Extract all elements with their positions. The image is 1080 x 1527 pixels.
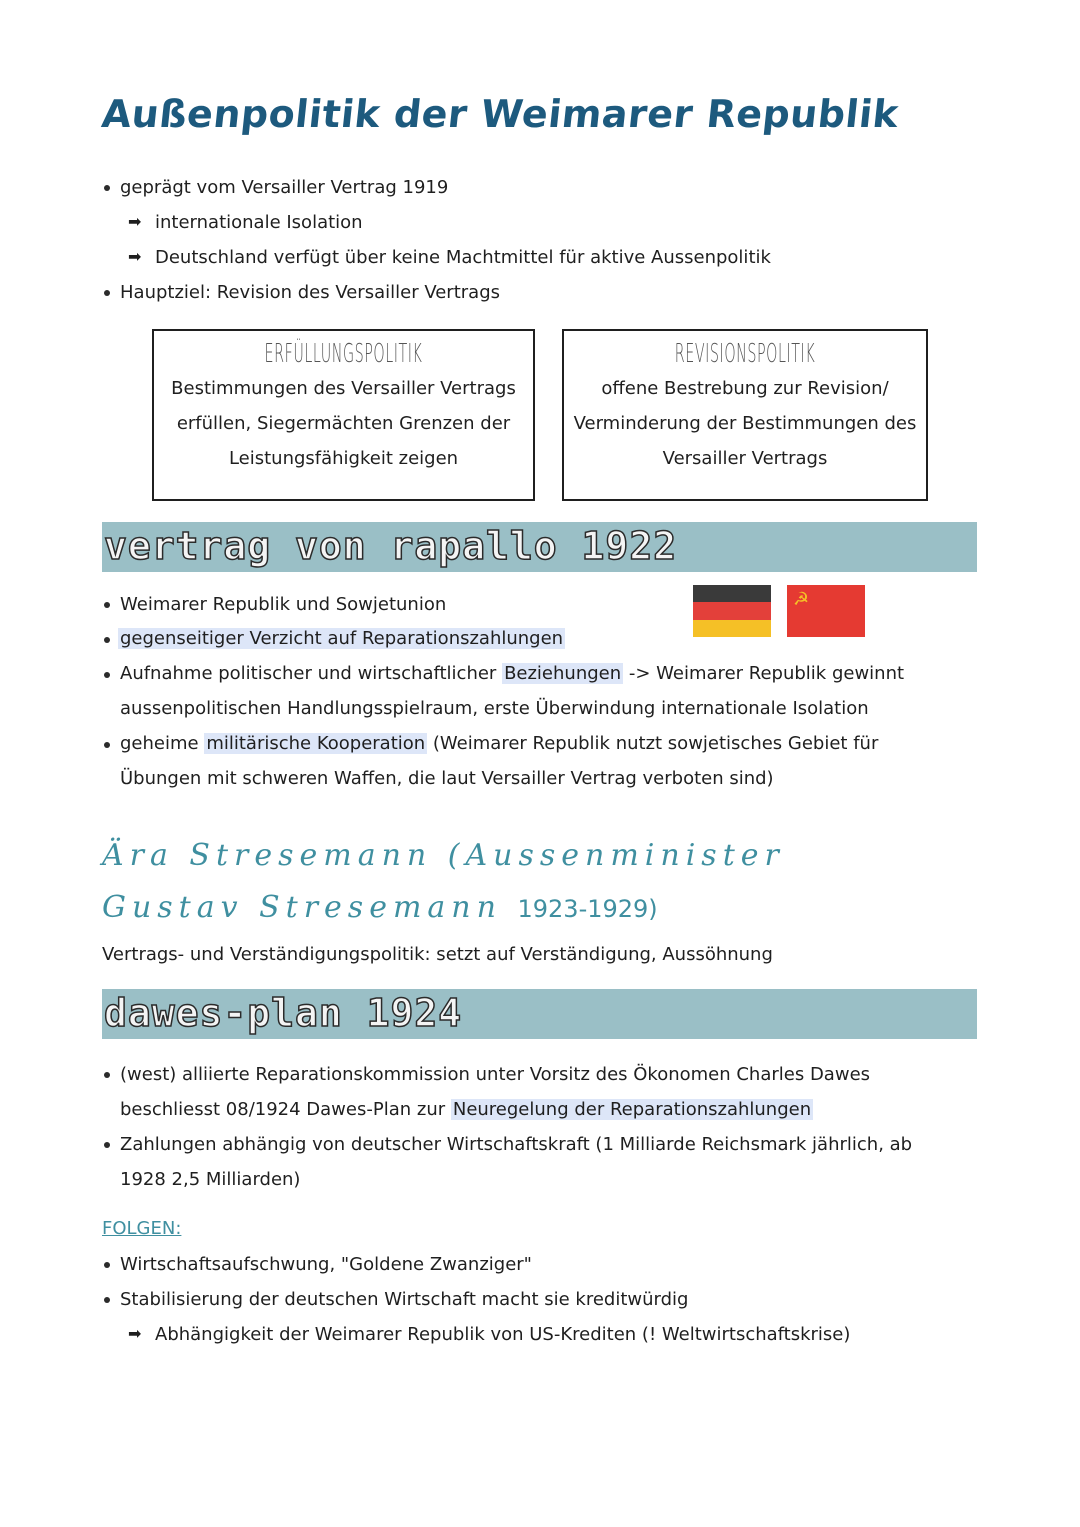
highlighted-text: gegenseitiger Verzicht auf Reparationszahlungen <box>120 628 564 649</box>
folgen-bullet-2: Stabilisierung der deutschen Wirtschaft macht sie kreditwürdig <box>120 1289 689 1310</box>
box-line: Verminderung der Bestimmungen des <box>573 413 917 434</box>
rapallo-bullet-1: Weimarer Republik und Sowjetunion <box>120 594 447 615</box>
box-line: Leistungsfähigkeit zeigen <box>228 448 459 469</box>
box-heading: REVISIONSPOLITIK <box>674 339 816 369</box>
rapallo-bullet-4: geheime militärische Kooperation (Weimarer Republik nutzt sowjetisches Gebiet für <box>120 733 879 754</box>
rapallo-bullet-4-cont: Übungen mit schweren Waffen, die laut Versailler Vertrag verboten sind) <box>120 768 774 789</box>
stresemann-heading-line2: Gustav Stresemann 1923-1929) <box>102 890 658 925</box>
rapallo-bullet-3-cont: aussenpolitischen Handlungsspielraum, erste Überwindung internationale Isolation <box>120 698 869 719</box>
intro-arrow-1: internationale Isolation <box>155 212 363 233</box>
box-line: erfüllen, Siegermächten Grenzen der <box>176 413 511 434</box>
section-banner-dawes <box>102 989 977 1039</box>
bullet-dot <box>104 290 110 296</box>
rapallo-bullet-2 <box>118 627 565 651</box>
intro-bullet-2: Hauptziel: Revision des Versailler Vertrags <box>120 282 500 303</box>
bullet-dot <box>104 1142 110 1148</box>
stresemann-description: Vertrags- und Verständigungspolitik: setzt auf Verständigung, Aussöhnung <box>102 944 773 965</box>
folgen-arrow-1: Abhängigkeit der Weimarer Republik von US-Krediten (! Weltwirtschaftskrise) <box>155 1324 851 1345</box>
dawes-bullet-1-cont: beschliesst 08/1924 Dawes-Plan zur Neuregelung der Reparationszahlungen <box>120 1099 812 1120</box>
highlighted-text: Neuregelung der Reparationszahlungen <box>452 1099 812 1120</box>
bullet-dot <box>104 602 110 608</box>
page-title: Außenpolitik der Weimarer Republik <box>99 92 901 136</box>
bullet-dot <box>104 742 110 748</box>
folgen-label: FOLGEN: <box>102 1218 182 1239</box>
dawes-bullet-1: (west) alliierte Reparationskommission unter Vorsitz des Ökonomen Charles Dawes <box>120 1064 871 1085</box>
bullet-dot <box>104 1072 110 1078</box>
bullet-dot <box>104 185 110 191</box>
arrow-right-icon: ➡ <box>128 212 142 231</box>
bullet-dot <box>104 672 110 678</box>
box-erfuellungspolitik <box>152 329 535 501</box>
section-heading: vertrag von rapallo 1922 <box>104 524 678 568</box>
intro-arrow-2: Deutschland verfügt über keine Machtmittel für aktive Aussenpolitik <box>155 247 771 268</box>
box-revisionspolitik <box>562 329 928 501</box>
bullet-dot <box>104 1262 110 1268</box>
arrow-right-icon: ➡ <box>128 1324 142 1343</box>
box-line: offene Bestrebung zur Revision/ <box>601 378 889 399</box>
dawes-bullet-2-cont: 1928 2,5 Milliarden) <box>120 1169 301 1190</box>
rapallo-bullet-3: Aufnahme politischer und wirtschaftlicher Beziehungen -> Weimarer Republik gewinnt <box>120 663 905 684</box>
dawes-bullet-2: Zahlungen abhängig von deutscher Wirtschaftskraft (1 Milliarde Reichsmark jährlich, ab <box>120 1134 913 1155</box>
stresemann-heading-line1: Ära Stresemann (Aussenminister <box>102 838 785 873</box>
soviet-flag-icon: ☭ <box>787 585 865 637</box>
box-line: Bestimmungen des Versailler Vertrags <box>171 378 516 399</box>
intro-bullet-1: geprägt vom Versailler Vertrag 1919 <box>120 177 449 198</box>
german-flag-icon <box>693 585 771 637</box>
highlighted-text: Beziehungen <box>504 663 622 684</box>
folgen-bullet-1: Wirtschaftsaufschwung, "Goldene Zwanziger" <box>120 1254 532 1275</box>
box-line: Versailler Vertrags <box>662 448 828 469</box>
arrow-right-icon: ➡ <box>128 247 142 266</box>
section-heading: dawes-plan 1924 <box>104 991 463 1035</box>
bullet-dot <box>104 1297 110 1303</box>
section-banner-rapallo <box>102 522 977 572</box>
bullet-dot <box>104 637 110 643</box>
highlighted-text: militärische Kooperation <box>206 733 426 754</box>
box-heading: ERFÜLLUNGSPOLITIK <box>264 339 423 369</box>
